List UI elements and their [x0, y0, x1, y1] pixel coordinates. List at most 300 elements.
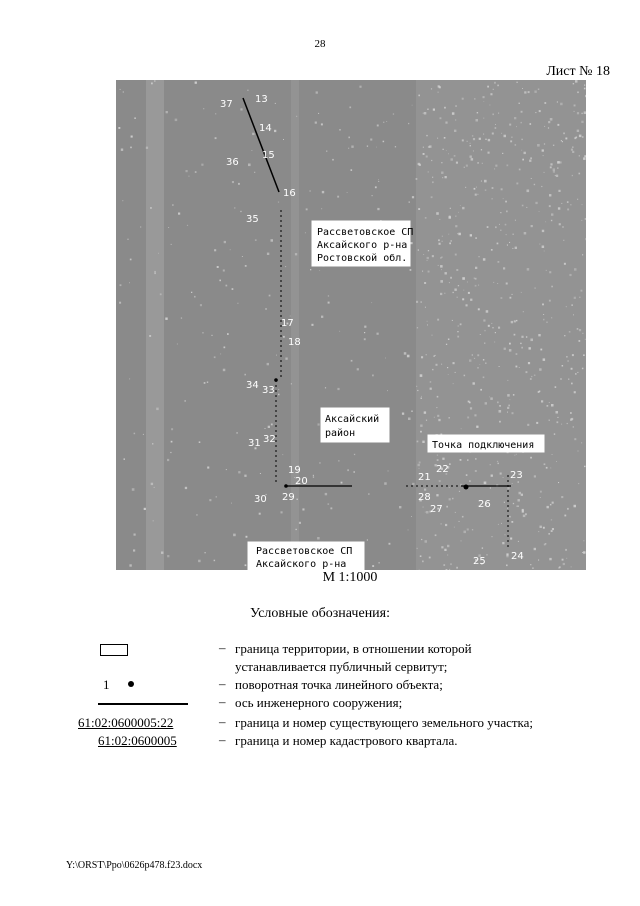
map-speck [475, 194, 477, 196]
map-speck [408, 123, 409, 124]
map-speck [480, 334, 481, 335]
map-speck [232, 288, 234, 290]
map-speck [448, 234, 449, 235]
map-speck [474, 358, 475, 359]
map-speck [556, 175, 558, 177]
map-speck [503, 267, 505, 269]
map-speck [548, 127, 549, 128]
map-speck [577, 130, 579, 132]
map-speck [449, 216, 452, 219]
map-speck [521, 150, 522, 151]
map-speck [437, 459, 439, 461]
map-speck [524, 232, 527, 235]
map-speck [404, 352, 407, 355]
map-speck [514, 320, 516, 322]
map-speck [437, 138, 438, 139]
map-speck [151, 83, 153, 85]
map-speck [530, 378, 532, 380]
point-label: 14 [259, 123, 272, 134]
map-speck [430, 388, 432, 390]
map-speck [510, 297, 512, 299]
map-speck [530, 564, 531, 565]
map-speck [315, 122, 317, 124]
map-speck [466, 165, 468, 167]
map-speck [451, 240, 452, 241]
map-speck [561, 140, 562, 141]
map-speck [242, 256, 243, 257]
map-speck [409, 202, 410, 203]
map-speck [427, 257, 429, 259]
map-speck [565, 138, 567, 140]
map-speck [475, 458, 477, 460]
map-speck [426, 511, 429, 514]
legend-symbol [78, 732, 208, 750]
map-speck [437, 415, 439, 417]
map-speck [437, 396, 439, 398]
map-speck [207, 467, 209, 469]
map-speck [150, 207, 152, 209]
point-label: 29 [282, 492, 295, 503]
map-speck [460, 459, 462, 461]
map-speck [583, 551, 585, 553]
map-speck [302, 508, 304, 510]
map-speck [522, 205, 524, 207]
map-speck [562, 559, 564, 561]
map-speck [130, 147, 132, 149]
map-speck [490, 397, 493, 400]
map-speck [559, 223, 561, 225]
map-speck [313, 475, 314, 476]
map-speck [495, 226, 497, 228]
map-speck [548, 533, 550, 535]
map-speck [511, 137, 512, 138]
map-speck [224, 347, 226, 349]
map-speck [158, 253, 159, 254]
map-speck [549, 271, 551, 273]
map-speck [531, 178, 532, 179]
map-speck [186, 170, 188, 172]
map-speck [454, 527, 455, 528]
map-speck [330, 507, 332, 509]
map-speck [531, 376, 532, 377]
map-speck [354, 454, 355, 455]
map-speck [248, 164, 251, 167]
map-speck [507, 407, 509, 409]
map-speck [474, 188, 476, 190]
map-speck [449, 498, 451, 500]
map-speck [278, 389, 279, 390]
map-speck [550, 118, 553, 121]
map-speck [467, 459, 468, 460]
map-speck [418, 208, 420, 210]
map-speck [562, 226, 564, 228]
map-speck [411, 242, 413, 244]
legend-title: Условные обозначения: [249, 606, 391, 621]
map-speck [540, 349, 542, 351]
map-speck [483, 118, 484, 119]
map-speck [452, 320, 453, 321]
map-speck [567, 201, 569, 203]
map-speck [216, 496, 217, 497]
point-label: 31 [248, 438, 261, 449]
map-speck [424, 112, 427, 115]
map-speck [438, 265, 439, 266]
map-speck [463, 290, 464, 291]
map-speck [328, 302, 330, 304]
map-speck [477, 354, 479, 356]
map-speck [378, 179, 379, 180]
map-speck [490, 487, 491, 488]
map-speck [492, 114, 494, 116]
map-speck [549, 300, 551, 302]
map-speck [171, 441, 173, 443]
map-speck [561, 424, 562, 425]
map-speck [485, 139, 486, 140]
point-label: 23 [510, 470, 523, 481]
map-speck [557, 417, 558, 418]
point-label: 17 [281, 318, 294, 329]
map-speck [454, 155, 456, 157]
map-speck [134, 117, 136, 119]
map-speck [574, 297, 576, 299]
map-speck [473, 138, 475, 140]
map-speck [441, 162, 442, 163]
map-speck [351, 169, 353, 171]
legend-text: граница и номер кадастрового квартала. [235, 733, 458, 748]
point-label: 15 [262, 150, 275, 161]
map-speck [226, 469, 227, 470]
map-speck [269, 295, 271, 297]
map-speck [538, 391, 540, 393]
legend-item-axis: – ось инженерного сооружения; [78, 694, 618, 712]
map-speck [455, 372, 456, 373]
map-speck [516, 183, 518, 185]
map-speck [468, 292, 470, 294]
map-speck [502, 542, 504, 544]
map-speck [570, 412, 572, 414]
map-speck [516, 454, 517, 455]
map-speck [341, 482, 343, 484]
map-speck [185, 487, 187, 489]
map-speck [528, 91, 530, 93]
map-speck [175, 119, 178, 122]
map-speck [582, 136, 584, 138]
map-speck [546, 322, 547, 323]
map-speck [557, 124, 559, 126]
map-speck [521, 111, 523, 113]
map-speck [494, 168, 495, 169]
map-speck [215, 137, 217, 139]
map-speck [457, 336, 459, 338]
map-speck [560, 161, 562, 163]
map-speck [416, 386, 417, 387]
map-speck [254, 172, 255, 173]
map-speck [462, 207, 464, 209]
map-texture-strip [146, 80, 164, 570]
map-speck [122, 200, 123, 201]
map-speck [504, 348, 506, 350]
map-speck [540, 491, 542, 493]
map-speck [424, 489, 426, 491]
map-speck [371, 302, 372, 303]
turning-point-marker [274, 378, 278, 382]
point-label: 21 [418, 472, 431, 483]
map-speck [567, 508, 569, 510]
map-speck [521, 292, 522, 293]
map-speck [472, 529, 473, 530]
map-speck [519, 367, 520, 368]
map-speck [460, 205, 461, 206]
map-speck [579, 135, 582, 138]
map-speck [450, 277, 452, 279]
map-speck [544, 544, 546, 546]
map-speck [364, 326, 366, 328]
map-speck [514, 455, 515, 456]
map-speck [444, 293, 445, 294]
map-speck [445, 176, 447, 178]
map-speck [370, 139, 372, 141]
footer-file-path: Y:\ORST\Ppo\0626p478.f23.docx [66, 860, 203, 871]
map-speck [490, 105, 491, 106]
map-speck [517, 82, 518, 83]
map-speck [426, 135, 427, 136]
map-speck [154, 487, 155, 488]
map-speck [433, 109, 435, 111]
map-speck [508, 405, 510, 407]
map-speck [146, 147, 148, 149]
map-speck [377, 333, 379, 335]
map-speck [154, 80, 155, 81]
map-speck [446, 506, 448, 508]
map-speck [579, 340, 581, 342]
map-speck [539, 211, 540, 212]
map-speck [504, 502, 505, 503]
map-speck [364, 338, 366, 340]
map-speck [540, 526, 542, 528]
map-speck [238, 471, 240, 473]
map-speck [584, 85, 585, 86]
map-speck [458, 233, 461, 236]
map-speck [421, 398, 423, 400]
map-speck [479, 138, 481, 140]
map-speck [417, 390, 418, 391]
map-speck [271, 239, 274, 242]
map-speck [524, 91, 526, 93]
map-speck [490, 93, 492, 95]
legend-item-turning-point: 1 – поворотная точка линейного объекта; [78, 676, 618, 694]
legend-symbol [78, 676, 208, 694]
cadastral-map[interactable] [116, 80, 586, 570]
map-speck [497, 461, 498, 462]
map-speck [495, 124, 496, 125]
map-speck [572, 354, 574, 356]
map-speck [456, 269, 458, 271]
map-speck [351, 360, 353, 362]
map-speck [516, 126, 517, 127]
map-speck [321, 316, 323, 318]
map-speck [540, 497, 541, 498]
map-speck [402, 413, 404, 415]
map-speck [268, 426, 270, 428]
map-speck [585, 95, 586, 97]
map-speck [516, 366, 518, 368]
map-speck [223, 369, 226, 372]
map-speck [198, 560, 201, 563]
map-speck [485, 363, 486, 364]
map-speck [485, 189, 487, 191]
map-speck [305, 232, 306, 233]
map-speck [579, 173, 581, 175]
map-speck [573, 83, 574, 84]
map-speck [118, 127, 120, 129]
map-speck [367, 539, 368, 540]
area-label-line: Рассветовское СП [317, 227, 414, 238]
map-speck [525, 513, 527, 515]
map-speck [553, 171, 555, 173]
map-speck [569, 331, 571, 333]
map-speck [318, 423, 320, 425]
map-speck [545, 221, 546, 222]
map-speck [459, 521, 460, 522]
connection-point-marker [464, 485, 469, 490]
map-speck [474, 414, 476, 416]
map-speck [442, 241, 443, 242]
map-speck [129, 378, 130, 379]
map-speck [325, 493, 327, 495]
map-speck [543, 358, 546, 361]
map-speck [337, 388, 339, 390]
map-speck [574, 111, 575, 112]
map-speck [521, 494, 523, 496]
map-speck [509, 343, 511, 345]
map-speck [571, 304, 573, 306]
map-speck [267, 363, 269, 365]
map-speck [574, 105, 576, 107]
map-speck [471, 158, 474, 161]
map-speck [544, 102, 546, 104]
point-label: 13 [255, 94, 268, 105]
map-speck [461, 540, 462, 541]
map-speck [131, 136, 133, 138]
map-speck [265, 428, 266, 429]
map-speck [457, 233, 458, 234]
map-speck [276, 355, 277, 356]
map-speck [572, 175, 573, 176]
map-speck [220, 354, 221, 355]
map-speck [567, 360, 569, 362]
map-speck [132, 488, 135, 491]
map-speck [512, 248, 513, 249]
map-speck [577, 328, 579, 330]
map-speck [237, 303, 238, 304]
map-speck [440, 117, 442, 119]
map-speck [438, 419, 440, 421]
map-speck [223, 270, 225, 272]
map-speck [410, 269, 412, 271]
map-speck [299, 522, 301, 524]
map-speck [151, 483, 153, 485]
map-speck [171, 428, 173, 430]
map-speck [438, 239, 440, 241]
map-speck [274, 130, 276, 132]
map-speck [534, 287, 535, 288]
map-speck [449, 487, 450, 488]
map-speck [372, 375, 374, 377]
map-speck [444, 107, 446, 109]
map-speck [464, 531, 467, 534]
map-speck [473, 382, 475, 384]
map-speck [477, 112, 478, 113]
map-speck [482, 547, 483, 548]
map-speck [194, 296, 196, 298]
map-speck [483, 101, 484, 102]
map-speck [436, 212, 439, 215]
map-speck [584, 111, 586, 114]
page-number: 28 [314, 38, 326, 50]
map-speck [446, 344, 447, 345]
map-speck [582, 254, 583, 255]
legend-text: ось инженерного сооружения; [235, 695, 403, 710]
map-speck [512, 294, 513, 295]
map-speck [499, 410, 502, 413]
map-speck [325, 387, 326, 388]
map-speck [494, 342, 495, 343]
map-speck [458, 285, 459, 286]
map-speck [419, 468, 420, 469]
map-speck [448, 339, 450, 341]
map-speck [422, 441, 424, 443]
map-speck [579, 329, 581, 331]
map-speck [490, 464, 491, 465]
map-speck [574, 391, 576, 393]
map-speck [557, 101, 558, 102]
point-label: 28 [418, 492, 431, 503]
map-speck [439, 243, 441, 245]
map-speck [383, 122, 384, 123]
map-speck [476, 187, 477, 188]
area-label-line: Аксайского р-на [256, 559, 347, 570]
map-speck [559, 566, 561, 568]
map-speck [449, 243, 451, 245]
map-speck [245, 564, 247, 566]
map-speck [486, 554, 487, 555]
map-speck [521, 347, 523, 349]
map-speck [432, 177, 433, 178]
map-speck [519, 103, 520, 104]
map-speck [503, 477, 504, 478]
map-speck [465, 187, 466, 188]
map-speck [582, 204, 583, 205]
map-speck [318, 113, 319, 114]
map-speck [563, 240, 564, 241]
map-speck [552, 454, 553, 455]
map-speck [542, 304, 544, 306]
legend-text: граница и номер существующего земельного участка; [235, 715, 534, 730]
map-speck [436, 494, 438, 496]
map-speck [544, 251, 545, 252]
map-speck [568, 379, 569, 380]
map-speck [434, 417, 435, 418]
map-speck [295, 253, 297, 255]
area-label-line: Ростовской обл. [317, 253, 408, 264]
area-label-rassvet-bottom [248, 542, 364, 570]
map-speck [507, 245, 508, 246]
map-speck [238, 183, 240, 185]
map-speck [440, 280, 443, 283]
map-speck [452, 498, 454, 500]
map-speck [484, 482, 485, 483]
map-speck [191, 292, 192, 293]
